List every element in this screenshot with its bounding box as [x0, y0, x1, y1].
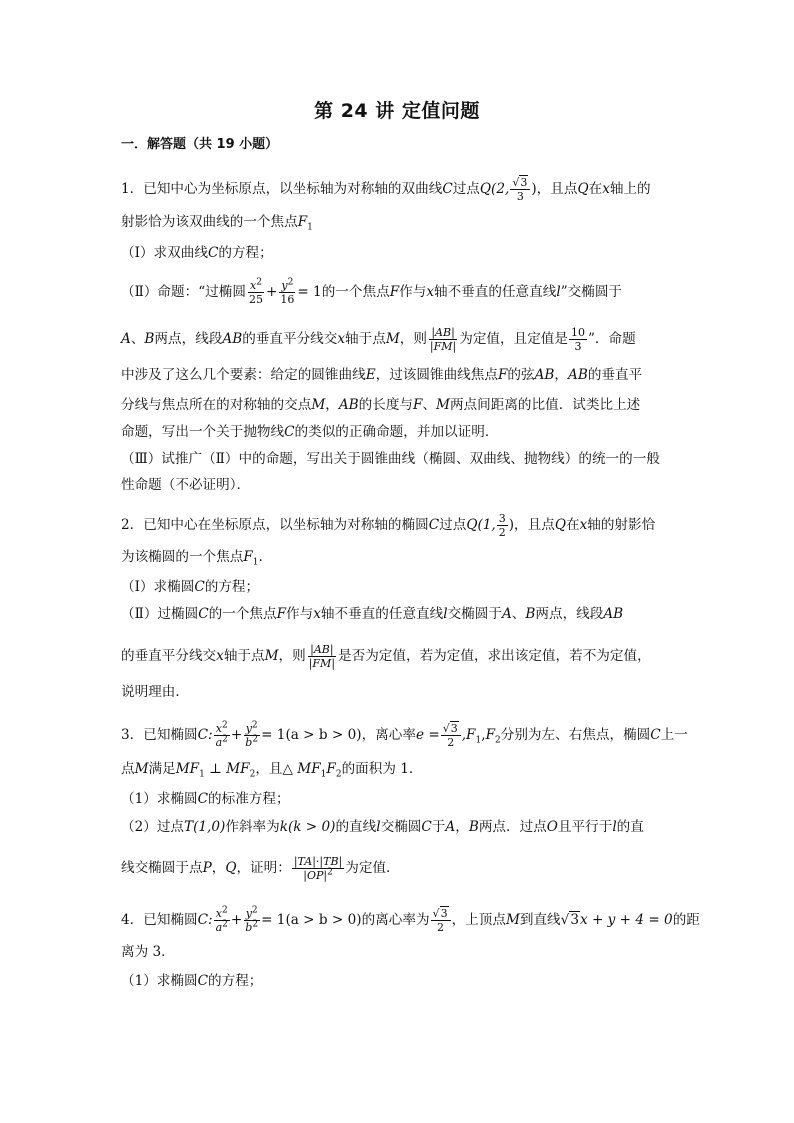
p1-line5: 中涉及了这么几个要素：给定的圆锥曲线E，过该圆锥曲线焦点F的弦AB，AB的垂直平	[121, 367, 643, 383]
p1-line2: 射影恰为该双曲线的一个焦点$F_1$	[121, 214, 313, 233]
page-title: 第 24 讲 定值问题	[314, 100, 480, 122]
p2-line5: 的垂直平分线交x轴于点M，则 $\frac{|AB|}{|FM|}$ 是否为定值，若为定值，求出该定值，若不为定值，	[121, 643, 651, 670]
p4-part1: （1）求椭圆C的方程；	[121, 973, 263, 989]
p3-part2: （2）过点T(1,0)作斜率为k(k > 0)的直线l交椭圆C于A，B两点．过点O且平行于l的直	[121, 819, 644, 835]
section-heading: 一．解答题（共 19 小题）	[121, 137, 279, 152]
p1-line9: 性命题（不必证明）．	[121, 477, 251, 493]
p2-line2: 为该椭圆的一个焦点$F_1$.	[121, 549, 263, 568]
p1-line7: 命题，写出一个关于抛物线C的类似的正确命题，并加以证明．	[121, 424, 499, 440]
p2-line1: 2．已知中心在坐标原点，以坐标轴为对称轴的椭圆C过点Q(1, $\frac{3}{2}$ )，且点Q在x轴的射影恰	[121, 512, 656, 539]
p1-line4: A、B两点，线段AB的垂直平分线交x轴于点M，则 $\frac{|AB|}{|FM|}$ 为定值，且定值是 $\frac{10}{3}$ ”．命题	[121, 326, 636, 353]
p1-line6: 分线与焦点所在的对称轴的交点M，AB的长度与F、M两点间距离的比值．试类比上述	[121, 397, 641, 413]
p3-line2: 点M满足$MF_1$ ⊥ $MF_2$，且△ $MF_1F_2$的面积为 1．	[121, 761, 423, 780]
p1-part2: （Ⅱ）命题：“过椭圆 $\frac{x^2}{25}$ + $\frac{y^2}{16}$ = 1的一个焦点F作与x轴不垂直的任意直线l”交椭圆于	[121, 277, 623, 306]
p1-part3: （Ⅲ）试推广（Ⅱ）中的命题，写出关于圆锥曲线（椭圆、双曲线、抛物线）的统一的一般	[121, 451, 660, 467]
p1-part1: （Ⅰ）求双曲线C的方程；	[121, 245, 273, 261]
p3-line1: 3．已知椭圆C: $\frac{x^2}{a^2}$ + $\frac{y^2}{b^2}$ = 1(a > b > 0)，离心率e = $\frac{√3}{2}$ $,F_1,F_2$分别为左、右焦点，椭圆C上一	[121, 720, 688, 749]
p1-line1: 1．已知中心为坐标原点，以坐标轴为对称轴的双曲线C过点Q(2, $\frac{√3}{3}$ )，且点Q在x轴上的	[121, 176, 651, 203]
p2-part2: （Ⅱ）过椭圆C的一个焦点F作与x轴不垂直的任意直线l交椭圆于A、B两点，线段AB	[121, 606, 624, 622]
p2-line6: 说明理由．	[121, 684, 189, 700]
p2-part1: （Ⅰ）求椭圆C的方程；	[121, 579, 260, 595]
p3-line5: 线交椭圆于点P，Q，证明： $\frac{|TA|\cdot|TB|}{|OP|^2}$ 为定值．	[121, 855, 400, 882]
p4-line1: 4．已知椭圆C: $\frac{x^2}{a^2}$ + $\frac{y^2}{b^2}$ = 1(a > b > 0)的离心率为 $\frac{√3}{2}$ ，上顶点M到直线√3x + y + 4 = 0的距	[121, 905, 700, 934]
p3-part1: （1）求椭圆C的标准方程；	[121, 791, 290, 807]
p4-line2: 离为 3．	[121, 944, 175, 960]
